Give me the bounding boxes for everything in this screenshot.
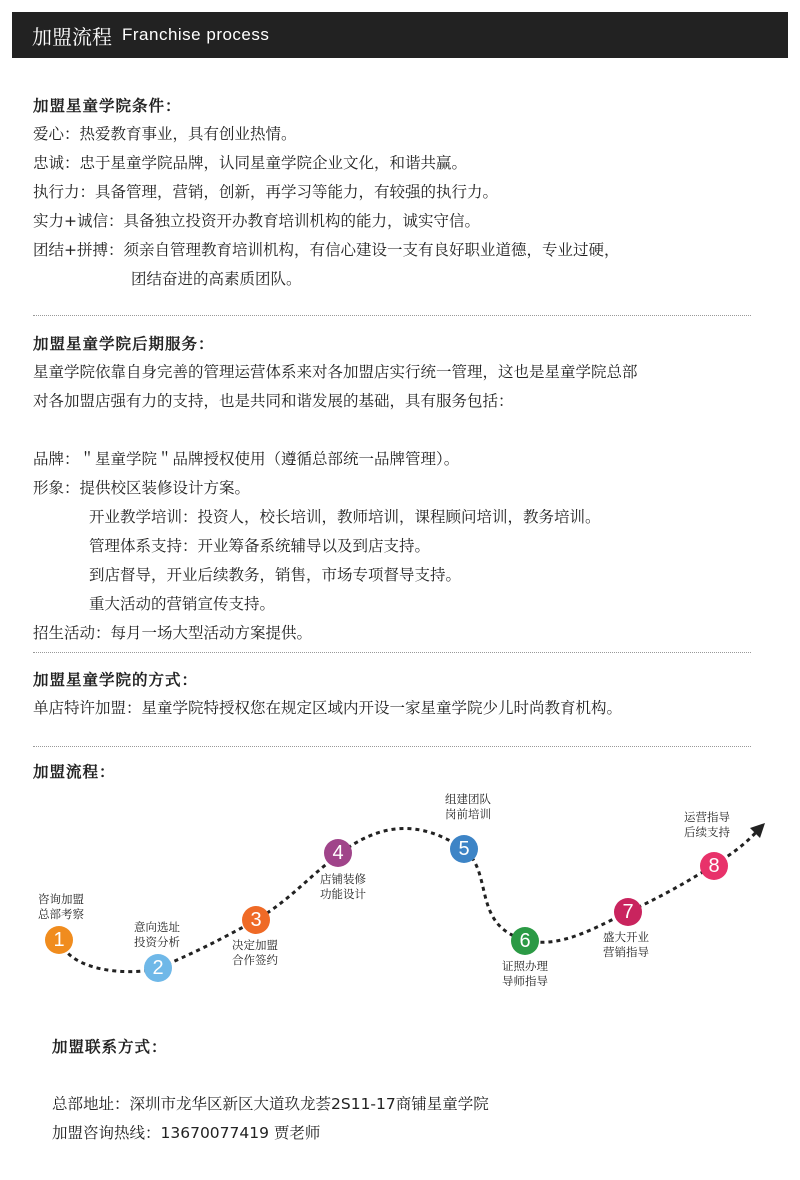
step-1-label (38, 892, 84, 922)
step-label-line: 岗前培训 (445, 807, 491, 821)
step-5-circle: 5 (450, 835, 478, 863)
method-line: 单店特许加盟：星童学院特授权您在规定区域内开设一家星童学院少儿时尚教育机构。 (33, 699, 623, 717)
contact-address: 总部地址：深圳市龙华区新区大道玖龙荟2S11-17商铺星童学院 (52, 1095, 489, 1113)
step-8-circle: 8 (700, 852, 728, 880)
step-7-circle: 7 (614, 898, 642, 926)
page-header (12, 12, 788, 58)
contact-section (52, 1033, 752, 1148)
services-title: 加盟星童学院后期服务： (33, 335, 215, 353)
step-label-line: 合作签约 (232, 953, 278, 967)
service-item: 形象：提供校区装修设计方案。 (33, 479, 251, 497)
step-5-label (445, 792, 491, 822)
condition-line: 团结奋进的高素质团队。 (131, 270, 302, 288)
step-label-line: 后续支持 (684, 825, 730, 839)
step-label-line: 意向选址 (134, 920, 180, 934)
step-4-label (320, 872, 366, 902)
franchise-flow-diagram (0, 760, 800, 1000)
step-2-circle: 2 (144, 954, 172, 982)
flow-path-svg (0, 760, 800, 1000)
method-title: 加盟星童学院的方式： (33, 671, 199, 689)
step-label-line: 盛大开业 (603, 930, 649, 944)
step-label-line: 投资分析 (134, 935, 180, 949)
service-item: 重大活动的营销宣传支持。 (89, 595, 276, 613)
conditions-title: 加盟星童学院条件： (33, 97, 182, 115)
service-item: 品牌：＂星童学院＂品牌授权使用（遵循总部统一品牌管理）。 (33, 450, 460, 468)
step-label-line: 咨询加盟 (38, 892, 84, 906)
step-3-circle: 3 (242, 906, 270, 934)
step-label-line: 店铺装修 (320, 872, 366, 886)
service-item: 到店督导，开业后续教务，销售，市场专项督导支持。 (89, 566, 462, 584)
method-section (33, 666, 753, 723)
step-6-circle: 6 (511, 927, 539, 955)
step-label-line: 营销指导 (603, 945, 649, 959)
service-item: 招生活动：每月一场大型活动方案提供。 (33, 624, 313, 642)
condition-line: 实力+诚信：具备独立投资开办教育培训机构的能力，诚实守信。 (33, 212, 480, 230)
step-label-line: 决定加盟 (232, 938, 278, 952)
step-label-line: 组建团队 (445, 792, 491, 806)
condition-line: 爱心：热爱教育事业，具有创业热情。 (33, 125, 297, 143)
service-item: 管理体系支持：开业筹备系统辅导以及到店支持。 (89, 537, 431, 555)
step-label-line: 导师指导 (502, 974, 548, 988)
step-2-label (134, 920, 180, 950)
contact-title: 加盟联系方式： (52, 1038, 168, 1056)
step-label-line: 功能设计 (320, 887, 366, 901)
step-7-label (603, 930, 649, 960)
spacer (33, 416, 753, 445)
step-label-line: 运营指导 (684, 810, 730, 824)
step-label-line: 总部考察 (38, 907, 84, 921)
spacer (52, 1061, 752, 1090)
services-intro-line: 对各加盟店强有力的支持，也是共同和谐发展的基础，具有服务包括： (33, 392, 514, 410)
header-title-en: Franchise process (122, 25, 270, 44)
service-item: 开业教学培训：投资人，校长培训，教师培训，课程顾问培训，教务培训。 (89, 508, 601, 526)
condition-line: 执行力：具备管理，营销，创新，再学习等能力，有较强的执行力。 (33, 183, 499, 201)
section-divider (33, 652, 751, 653)
step-4-circle: 4 (324, 839, 352, 867)
services-section (33, 330, 753, 648)
section-divider (33, 746, 751, 747)
step-3-label (232, 938, 278, 968)
step-8-label (684, 810, 730, 840)
conditions-section (33, 92, 753, 294)
header-title-zh: 加盟流程 (32, 24, 112, 49)
contact-hotline: 加盟咨询热线：13670077419 贾老师 (52, 1124, 321, 1142)
condition-line: 忠诚：忠于星童学院品牌，认同星童学院企业文化，和谐共赢。 (33, 154, 468, 172)
flow-arrowhead (750, 823, 765, 838)
step-6-label (502, 959, 548, 989)
step-label-line: 证照办理 (502, 959, 548, 973)
flow-dotted-path (60, 828, 760, 972)
flow-title: 加盟流程： (33, 763, 116, 781)
step-1-circle: 1 (45, 926, 73, 954)
section-divider (33, 315, 751, 316)
condition-line: 团结+拼搏：须亲自管理教育培训机构，有信心建设一支有良好职业道德，专业过硬， (33, 241, 620, 259)
services-intro-line: 星童学院依靠自身完善的管理运营体系来对各加盟店实行统一管理，这也是星童学院总部 (33, 363, 638, 381)
